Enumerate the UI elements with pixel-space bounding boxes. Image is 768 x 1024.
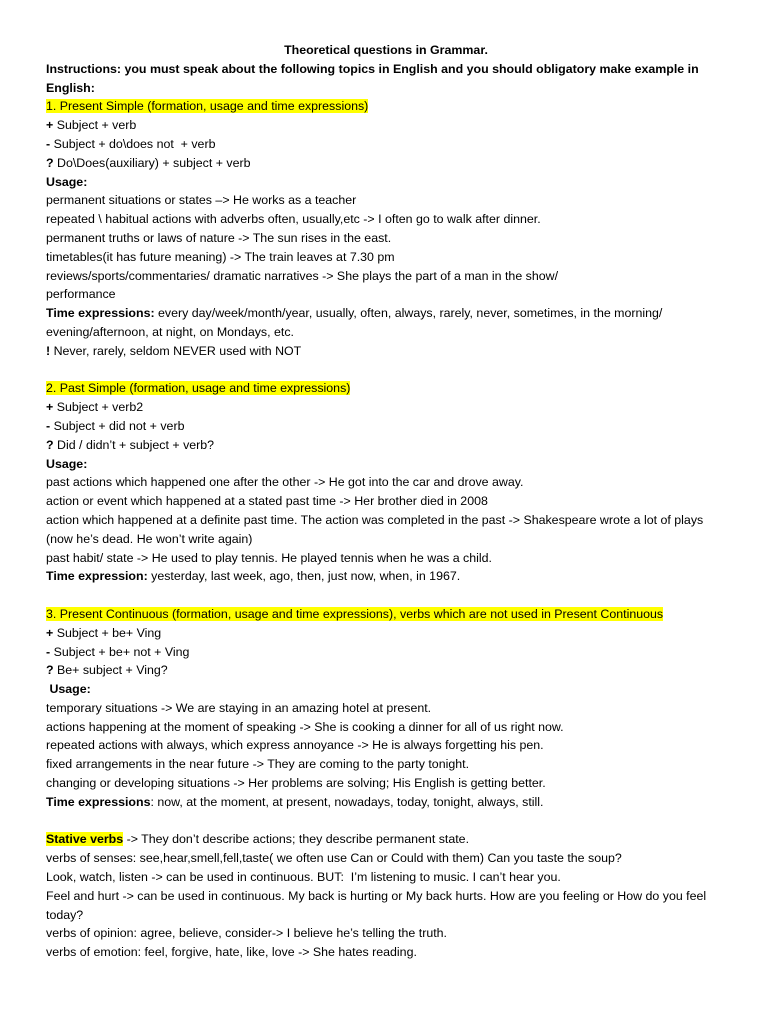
s2-time-expressions: Time expression: yesterday, last week, ago, then, just now, when, in 1967. (46, 569, 461, 584)
spacer (46, 586, 726, 605)
s1-usage-6: performance (46, 287, 116, 302)
document-title: Theoretical questions in Grammar. (284, 43, 488, 57)
stative-line-4: verbs of opinion: agree, believe, consider-> I believe he’s telling the truth. (46, 926, 447, 941)
s1-usage-1: permanent situations or states –> He works as a teacher (46, 193, 357, 208)
spacer (46, 812, 726, 831)
stative-line-3: Feel and hurt -> can be used in continuous. My back is hurting or My back hurts. How are you feeling or How do you feel today? (46, 888, 707, 922)
s3-usage-1: temporary situations -> We are staying in an amazing hotel at present. (46, 700, 432, 715)
s1-question: ? Do\Does(auxiliary) + subject + verb (46, 155, 251, 170)
s2-negative: - Subject + did not + verb (46, 418, 185, 433)
s1-usage-5: reviews/sports/commentaries/ dramatic narratives -> She plays the part of a man in the show/ (46, 268, 559, 283)
section-1-heading: 1. Present Simple (formation, usage and time expressions) (46, 99, 369, 114)
s3-negative: - Subject + be+ not + Ving (46, 644, 190, 659)
stative-line-1: verbs of senses: see,hear,smell,fell,taste( we often use Can or Could with them) Can you taste the soup? (46, 851, 622, 866)
s1-usage-label: Usage: (46, 174, 88, 189)
s2-question: ? Did / didn’t + subject + verb? (46, 437, 215, 452)
s2-affirmative: + Subject + verb2 (46, 400, 144, 415)
s2-usage-3: action which happened at a definite past time. The action was completed in the past -> Shakespeare wrote a lot of plays (now he’s dead. He won’t write again) (46, 512, 704, 546)
s3-question: ? Be+ subject + Ving? (46, 663, 168, 678)
s2-usage-label: Usage: (46, 456, 88, 471)
s2-usage-4: past habit/ state -> He used to play tennis. He played tennis when he was a child. (46, 550, 492, 565)
section-3-heading: 3. Present Continuous (formation, usage and time expressions), verbs which are not used in Present Continuous (46, 606, 664, 621)
s1-affirmative: + Subject + verb (46, 118, 137, 133)
s1-note: ! Never, rarely, seldom NEVER used with NOT (46, 343, 302, 358)
s1-usage-3: permanent truths or laws of nature -> The sun rises in the east. (46, 230, 392, 245)
s1-time-expressions: Time expressions: every day/week/month/year, usually, often, always, rarely, never, sometimes, in the morning/ evening/afternoon, at night, on Mondays, etc. (46, 306, 663, 339)
s1-negative: - Subject + do\does not + verb (46, 136, 216, 151)
stative-line-5: verbs of emotion: feel, forgive, hate, like, love -> She hates reading. (46, 945, 417, 960)
s1-usage-2: repeated \ habitual actions with adverbs often, usually,etc -> I often go to walk after dinner. (46, 212, 541, 227)
s3-usage-2: actions happening at the moment of speaking -> She is cooking a dinner for all of us right now. (46, 719, 564, 734)
s3-usage-5: changing or developing situations -> Her problems are solving; His English is getting better. (46, 776, 546, 791)
s2-usage-1: past actions which happened one after the other -> He got into the car and drove away. (46, 475, 524, 490)
s1-usage-4: timetables(it has future meaning) -> The train leaves at 7.30 pm (46, 249, 395, 264)
stative-verbs-heading: Stative verbs -> They don’t describe actions; they describe permanent state. (46, 832, 470, 847)
document-body (46, 41, 726, 962)
s3-usage-4: fixed arrangements in the near future -> They are coming to the party tonight. (46, 757, 470, 772)
s2-usage-2: action or event which happened at a stated past time -> Her brother died in 2008 (46, 494, 488, 509)
section-2-heading: 2. Past Simple (formation, usage and time expressions) (46, 381, 351, 396)
s3-affirmative: + Subject + be+ Ving (46, 625, 162, 640)
stative-line-2: Look, watch, listen -> can be used in continuous. BUT: I’m listening to music. I can’t hear you. (46, 870, 561, 885)
s3-time-expressions: Time expressions: now, at the moment, at present, nowadays, today, tonight, always, still. (46, 794, 544, 809)
instructions: Instructions: you must speak about the following topics in English and you should obligatory make example in English: (46, 61, 699, 95)
s3-usage-3: repeated actions with always, which express annoyance -> He is always forgetting his pen. (46, 738, 544, 753)
spacer (46, 361, 726, 380)
s3-usage-label: Usage: (46, 682, 91, 697)
